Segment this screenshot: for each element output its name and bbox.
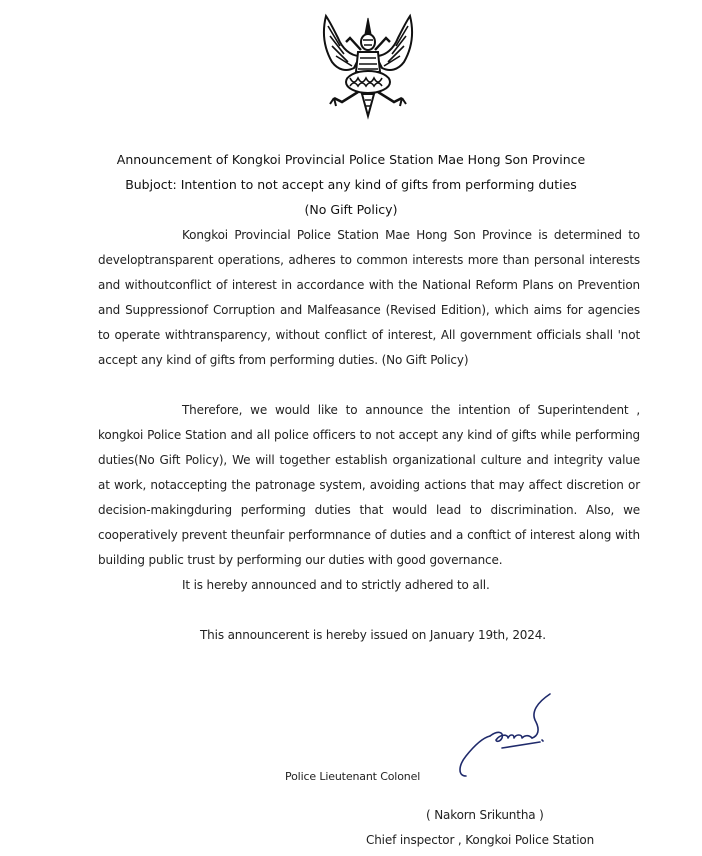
signatory-rank: Police Lieutenant Colonel [285, 770, 421, 783]
paragraph-declaration [98, 398, 640, 573]
closing-statement: It is hereby announced and to strictly adhered to all. [182, 578, 490, 592]
announcement-title: Announcement of Kongkoi Provincial Police Station Mae Hong Son Province [116, 152, 586, 167]
signatory-position: Chief inspector , Kongkoi Police Station [366, 833, 595, 847]
paragraph-intro-text: Kongkoi Provincial Police Station Mae Hong Son Province is determined to developtransparent operations, adheres to common interests more than personal interests and withoutconflict of interest in accordance with the National Reform Plans on Prevention and Suppressionof Corruption and Malfeasance (Revised Edition), which aims for agencies to operate withtransparency, without conflict of interest, All government officials shall 'not accept any kind of gifts from performing duties. (No Gift Policy) [98, 228, 640, 367]
signatory-name: ( Nakorn Srikuntha ) [426, 808, 544, 822]
paragraph-declaration-text: Therefore, we would like to announce the intention of Superintendent , kongkoi Police Station and all police officers to not accept any kind of gifts while performing duties(No Gift Policy), We will together establish organizational culture and integrity value at work, notaccepting the patronage system, avoiding actions that may affect discretion or decision-makingduring performing duties that would lead to discrimination. Also, we cooperatively prevent theunfair performnance of duties and a conftict of interest along with building public trust by performing our duties with good governance. [98, 403, 640, 567]
policy-name: (No Gift Policy) [304, 202, 398, 217]
garuda-emblem-icon [320, 12, 416, 122]
announcement-subject: Bubjoct: Intention to not accept any kind of gifts from performing duties [125, 177, 577, 192]
handwritten-signature-icon [452, 690, 562, 785]
paragraph-intro [98, 223, 640, 373]
issue-date-statement: This announcerent is hereby issued on January 19th, 2024. [200, 628, 546, 642]
